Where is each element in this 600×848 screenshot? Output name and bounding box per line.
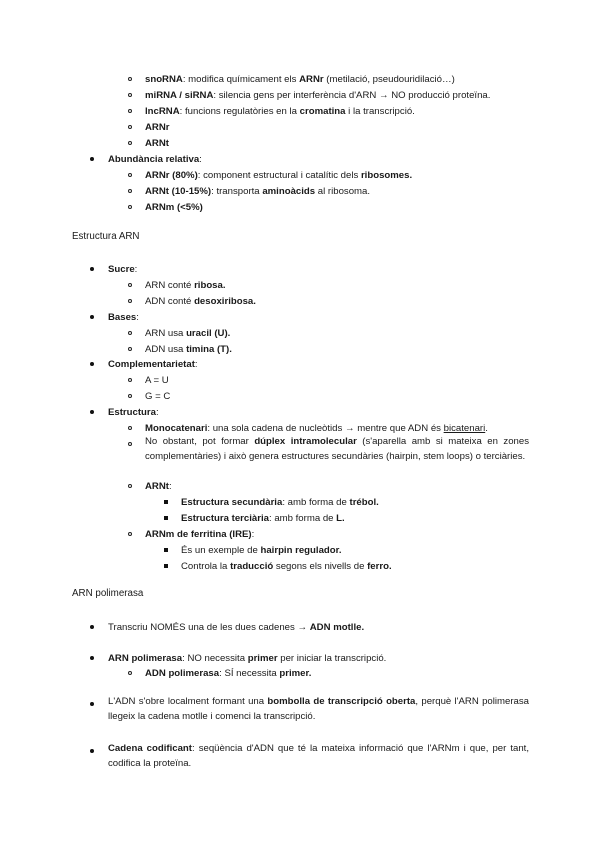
circle-bullet-icon xyxy=(128,532,132,536)
circle-bullet-icon xyxy=(128,205,132,209)
circle-bullet-icon xyxy=(128,109,132,113)
circle-bullet-icon xyxy=(128,484,132,488)
square-bullet-icon xyxy=(164,564,168,568)
circle-bullet-icon xyxy=(128,347,132,351)
complementarietat-label: Complementarietat: xyxy=(108,359,198,370)
ferritina-label: ARNm de ferritina (IRE): xyxy=(145,529,255,540)
list-item-arnr: ARNr xyxy=(145,122,170,133)
polimerasa-p2: ARN polimerasa: NO necessita primer per iniciar la transcripció. xyxy=(108,653,387,664)
list-item-mirna: miRNA / siRNA: silencia gens per interferència d'ARN → NO producció proteïna. xyxy=(145,90,491,101)
pair-g-c: G = C xyxy=(145,391,171,402)
bullet-icon xyxy=(90,749,94,753)
circle-bullet-icon xyxy=(128,173,132,177)
bullet-icon xyxy=(90,625,94,629)
estructura-label: Estructura: xyxy=(108,407,159,418)
bullet-icon xyxy=(90,157,94,161)
circle-bullet-icon xyxy=(128,299,132,303)
polimerasa-p2-sub: ADN polimerasa: SÍ necessita primer. xyxy=(145,668,312,679)
polimerasa-p1: Transcriu NOMÉS una de les dues cadenes → ADN motlle. xyxy=(108,622,365,633)
circle-bullet-icon xyxy=(128,442,132,446)
bullet-icon xyxy=(90,410,94,414)
monocatenari-item: Monocatenari: una sola cadena de nucleòtids → mentre que ADN és bicatenari. xyxy=(145,423,488,434)
circle-bullet-icon xyxy=(128,93,132,97)
circle-bullet-icon xyxy=(128,331,132,335)
abundance-item-arnt: ARNt (10-15%): transporta aminoàcids al ribosoma. xyxy=(145,186,371,197)
abundance-item-arnm: ARNm (<5%) xyxy=(145,202,203,213)
circle-bullet-icon xyxy=(128,426,132,430)
bullet-icon xyxy=(90,656,94,660)
arnt-terciaria: Estructura terciària: amb forma de L. xyxy=(181,513,345,524)
square-bullet-icon xyxy=(164,500,168,504)
circle-bullet-icon xyxy=(128,378,132,382)
list-item-lncrna: lncRNA: funcions regulatòries en la cromatina i la transcripció. xyxy=(145,106,415,117)
section-heading-estructura-arn: Estructura ARN xyxy=(72,231,140,242)
polimerasa-p3: L'ADN s'obre localment formant una bombolla de transcripció oberta, perquè l'ARN polimerasa llegeix la cadena motlle i comenci la transcripció. xyxy=(108,696,529,722)
sucre-arn: ARN conté ribosa. xyxy=(145,280,226,291)
square-bullet-icon xyxy=(164,548,168,552)
sucre-adn: ADN conté desoxiribosa. xyxy=(145,296,256,307)
arnt-secundaria: Estructura secundària: amb forma de trébol. xyxy=(181,497,379,508)
bullet-icon xyxy=(90,362,94,366)
ferritina-traduccio: Controla la traducció segons els nivells de ferro. xyxy=(181,561,392,572)
arnt-label: ARNt: xyxy=(145,481,172,492)
bullet-icon xyxy=(90,702,94,706)
ferritina-hairpin: És un exemple de hairpin regulador. xyxy=(181,545,342,556)
bases-label: Bases: xyxy=(108,312,139,323)
circle-bullet-icon xyxy=(128,394,132,398)
polimerasa-p4: Cadena codificant: seqüència d'ADN que té la mateixa informació que l'ARNm i que, per tant, codifica la proteïna. xyxy=(108,743,529,769)
bullet-icon xyxy=(90,315,94,319)
circle-bullet-icon xyxy=(128,283,132,287)
section-heading-arn-polimerasa: ARN polimerasa xyxy=(72,588,144,599)
circle-bullet-icon xyxy=(128,77,132,81)
bullet-icon xyxy=(90,267,94,271)
list-item-snorna: snoRNA: modifica químicament els ARNr (metilació, pseudouridilació…) xyxy=(145,74,455,85)
pair-a-u: A = U xyxy=(145,375,169,386)
circle-bullet-icon xyxy=(128,125,132,129)
square-bullet-icon xyxy=(164,516,168,520)
list-item-arnt: ARNt xyxy=(145,138,169,149)
abundance-item-arnr: ARNr (80%): component estructural i catalític dels ribosomes. xyxy=(145,170,413,181)
duplex-paragraph: No obstant, pot formar dúplex intramolecular (s'aparella amb si mateixa en zones complementàries) i això genera estructures secundàries (hairpin, stem loops) o terciàries. xyxy=(145,436,529,462)
circle-bullet-icon xyxy=(128,141,132,145)
sucre-label: Sucre: xyxy=(108,264,138,275)
bases-adn: ADN usa timina (T). xyxy=(145,344,232,355)
bases-arn: ARN usa uracil (U). xyxy=(145,328,231,339)
abundance-label: Abundància relativa: xyxy=(108,154,202,165)
circle-bullet-icon xyxy=(128,189,132,193)
circle-bullet-icon xyxy=(128,671,132,675)
